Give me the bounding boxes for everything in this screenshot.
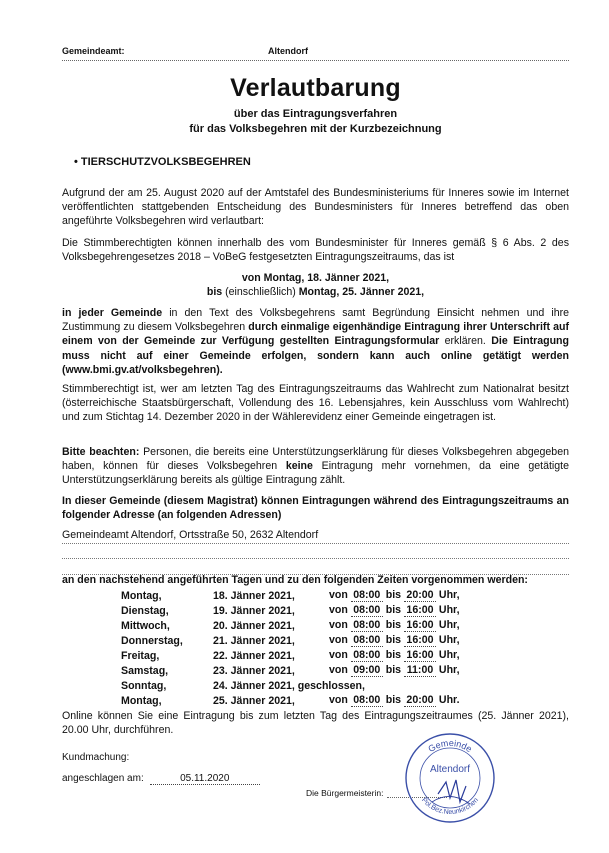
posted-on-label: angeschlagen am: <box>62 773 144 784</box>
address-line: Gemeindeamt Altendorf, Ortsstraße 50, 2632 Altendorf <box>62 529 569 544</box>
paragraph-period: Die Stimmberechtigten können innerhalb des vom Bundesminister für Inneres gemäß § 6 Abs. 2 des Volksbegehrengesetzes 2018 – VoBeG festgesetzten Eintragungszeitraums, das ist <box>62 237 569 264</box>
posted-on <box>62 773 260 785</box>
kundmachung-label: Kundmachung: <box>62 752 130 763</box>
header-municipality: Altendorf <box>268 46 308 56</box>
paragraph-eligibility: Stimmberechtigt ist, wer am letzten Tag des Eintragungszeitraums das Wahlrecht zum Nationalrat besitzt (österreichische Staatsbürgerschaft, Vollendung des 16. Lebensjahres, kein Ausschluss vom Wahlrecht) und zum Stichtag 14. Dezember 2020 in der Wählerevidenz einer Gemeinde eingetragen ist. <box>62 383 569 424</box>
period-dates <box>62 271 569 299</box>
seal-middle-text: Altendorf <box>429 764 471 775</box>
document-subtitle-1: über das Eintragungsverfahren <box>233 108 398 120</box>
paragraph-note: Bitte beachten: Personen, die bereits eine Unterstützungserklärung für dieses Volksbegehren abgegeben haben, können für dieses Volksbegehren keine Eintragung mehr vornehmen, da eine getätigte Unterstützungserklärung bereits als gültige Eintragung zählt. <box>62 446 570 487</box>
period-end: bis (einschließlich) Montag, 25. Jänner 2021, <box>206 286 425 299</box>
seal-top-text: Gemeinde <box>426 737 474 755</box>
table-row: Mittwoch, 20. Jänner 2021, von 08:00 bis 16:00 Uhr, <box>121 619 460 632</box>
paragraph-online: Online können Sie eine Eintragung bis zum letzten Tag des Eintragungszeitraumes (25. Jänner 2021), 20.00 Uhr, durchführen. <box>62 710 569 737</box>
header-line <box>62 44 569 61</box>
mayor-label: Die Bürgermeisterin: <box>306 788 384 798</box>
schedule-table <box>121 588 460 708</box>
header-label: Gemeindeamt: <box>62 46 125 56</box>
paragraph-schedule-intro: an den nachstehend angeführten Tagen und zu den folgenden Zeiten vorgenommen werden: <box>62 574 528 586</box>
address-line <box>62 544 569 559</box>
svg-text:Gemeinde <box>426 738 473 754</box>
table-row: Montag, 18. Jänner 2021, von 08:00 bis 20:00 Uhr, <box>121 589 460 602</box>
period-start: von Montag, 18. Jänner 2021, <box>241 272 390 284</box>
document-subtitle-2: für das Volksbegehren mit der Kurzbezeichnung <box>189 123 442 135</box>
table-row: Freitag, 22. Jänner 2021, von 08:00 bis 16:00 Uhr, <box>121 649 460 662</box>
municipal-seal <box>404 732 496 824</box>
paragraph-location: In dieser Gemeinde (diesem Magistrat) können Eintragungen während des Eintragungszeitraums an folgender Adresse (an folgenden Adressen) <box>62 495 569 522</box>
table-row: Samstag, 23. Jänner 2021, von 09:00 bis 11:00 Uhr, <box>121 664 460 677</box>
table-row: Montag, 25. Jänner 2021, von 08:00 bis 20:00 Uhr. <box>121 694 460 707</box>
table-row: Dienstag, 19. Jänner 2021, von 08:00 bis 16:00 Uhr, <box>121 604 460 617</box>
address-line <box>62 560 569 575</box>
paragraph-intro: Aufgrund der am 25. August 2020 auf der Amtstafel des Bundesministeriums für Inneres sowie im Internet veröffentlichten stattgebenden Entscheidung des Bundesministers für Inneres betreffend das oben angeführte Volksbegehren wird verlautbart: <box>62 187 569 228</box>
posted-on-date: 05.11.2020 <box>150 773 260 785</box>
seal-bottom-text: Pol.Bez.Neunkirchen <box>419 796 481 817</box>
initiative-name: • TIERSCHUTZVOLKSBEGEHREN <box>74 156 251 168</box>
signature-scribble <box>438 780 466 802</box>
table-row: Donnerstag, 21. Jänner 2021, von 08:00 bis 16:00 Uhr, <box>121 634 460 647</box>
paragraph-registration: in jeder Gemeinde in den Text des Volksbegehrens samt Begründung Einsicht nehmen und ihre Zustimmung zu diesem Volksbegehren durch einmalige eigenhändige Eintragung ihrer Unterschrift auf einem von der Gemeinde zur Verfügung gestellten Eintragungsformular erklären. Die Eintragung muss nicht auf einer Gemeinde erfolgen, sondern kann auch online getätigt werden (www.bmi.gv.at/volksbegehren). <box>62 307 570 376</box>
document-title: Verlautbarung <box>230 74 401 102</box>
table-row: Sonntag, 24. Jänner 2021, geschlossen, <box>121 679 365 692</box>
